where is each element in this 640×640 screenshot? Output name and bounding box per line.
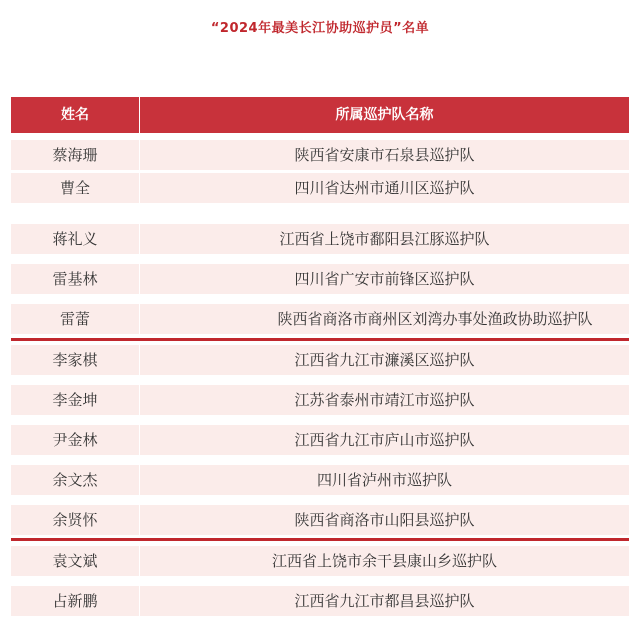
section-divider xyxy=(11,538,629,541)
row-name: 雷蕾 xyxy=(59,310,90,328)
page-title: “2024年最美长江协助巡护员”名单 xyxy=(210,21,430,36)
table-header xyxy=(11,97,629,133)
table-row xyxy=(11,505,629,535)
row-name: 蒋礼义 xyxy=(52,230,98,248)
row-team: 江西省九江市濂溪区巡护队 xyxy=(294,351,475,369)
section-divider xyxy=(11,338,629,341)
row-name: 余贤怀 xyxy=(52,511,98,529)
row-team: 四川省达州市通川区巡护队 xyxy=(294,179,475,197)
row-team: 陕西省商洛市山阳县巡护队 xyxy=(294,511,475,529)
row-team: 陕西省商洛市商州区刘湾办事处渔政协助巡护队 xyxy=(277,310,593,328)
row-team: 江西省九江市庐山市巡护队 xyxy=(294,431,475,449)
row-name: 占新鹏 xyxy=(52,592,98,610)
row-team: 江西省上饶市鄱阳县江豚巡护队 xyxy=(279,230,490,248)
row-team: 江西省上饶市余干县康山乡巡护队 xyxy=(271,552,497,570)
header-team: 所属巡护队名称 xyxy=(335,107,434,123)
table-row xyxy=(11,385,629,415)
row-name: 袁文斌 xyxy=(52,552,98,570)
header-name: 姓名 xyxy=(61,107,89,123)
table-row xyxy=(11,345,629,375)
table-row xyxy=(11,140,629,170)
row-name: 雷基林 xyxy=(52,270,98,288)
table-row xyxy=(11,586,629,616)
column-divider xyxy=(139,304,140,334)
row-team: 四川省广安市前锋区巡护队 xyxy=(294,270,475,288)
row-team: 江西省九江市都昌县巡护队 xyxy=(294,592,475,610)
row-name: 蔡海珊 xyxy=(52,146,98,164)
table-row xyxy=(11,546,629,576)
table-row xyxy=(11,304,629,334)
table-row xyxy=(11,465,629,495)
table-row xyxy=(11,173,629,203)
row-name: 曹全 xyxy=(59,179,90,197)
table-row xyxy=(11,425,629,455)
row-team: 陕西省安康市石泉县巡护队 xyxy=(294,146,475,164)
table-row xyxy=(11,224,629,254)
row-name: 李金坤 xyxy=(52,391,98,409)
row-team: 江苏省泰州市靖江市巡护队 xyxy=(294,391,475,409)
row-team: 四川省泸州市巡护队 xyxy=(316,471,452,489)
row-name: 尹金林 xyxy=(52,431,98,449)
row-name: 余文杰 xyxy=(52,471,98,489)
row-name: 李家棋 xyxy=(52,351,98,369)
table-row xyxy=(11,264,629,294)
